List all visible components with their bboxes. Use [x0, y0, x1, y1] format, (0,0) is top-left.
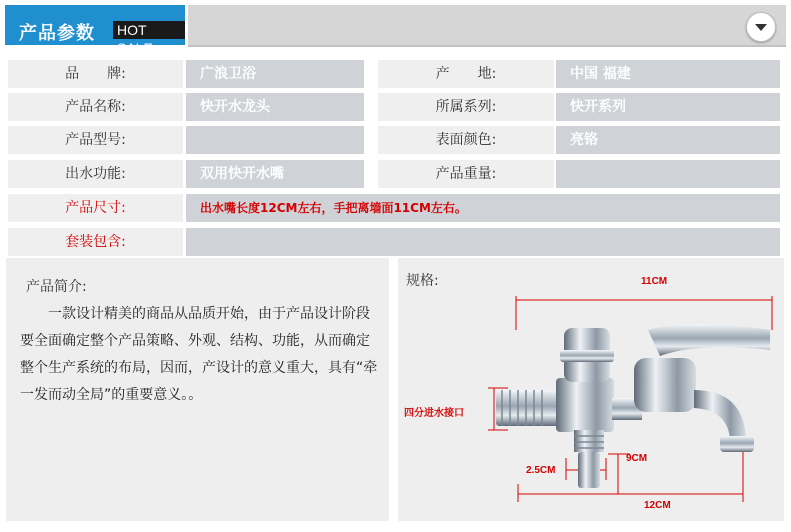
chevron-down-icon[interactable] — [746, 12, 776, 42]
param-value-function: 双用快开水嘴 — [186, 160, 364, 188]
dim-label-handle: 11CM — [641, 276, 668, 287]
param-label-model: 产品型号: — [8, 126, 183, 154]
section-title: 产品参数 — [19, 23, 95, 44]
param-label-brand: 品 牌: — [8, 60, 183, 88]
param-label-name: 产品名称: — [8, 93, 183, 121]
dim-label-inlet: 四分进水接口 — [404, 408, 464, 419]
param-label-origin: 产 地: — [378, 60, 554, 88]
param-value-package — [186, 228, 780, 256]
dim-label-nozzle: 2.5CM — [526, 465, 556, 476]
intro-text: 一款设计精美的商品从品质开始，由于产品设计阶段要全面确定整个产品策略、外观、结构、功能，从而确定整个生产系统的布局，因而，产设计的意义重大，具有“牵一发而动全局”的重要意义。。 — [20, 306, 378, 403]
faucet-illustration — [398, 258, 784, 521]
param-value-name: 快开水龙头 — [186, 93, 364, 121]
param-value-model — [186, 126, 364, 154]
section-header — [0, 0, 791, 56]
hot-sale-badge: HOT SALE — [113, 21, 185, 39]
param-label-size: 产品尺寸: — [8, 194, 183, 222]
param-label-weight: 产品重量: — [378, 160, 554, 188]
param-value-series: 快开系列 — [556, 93, 780, 121]
param-label-color: 表面颜色: — [378, 126, 554, 154]
param-value-weight — [556, 160, 780, 188]
header-title-block — [5, 5, 185, 56]
param-label-package: 套装包含: — [8, 228, 183, 256]
param-value-color: 亮铬 — [556, 126, 780, 154]
dim-label-spout: 12CM — [644, 500, 671, 511]
param-value-size: 出水嘴长度12CM左右，手把离墙面11CM左右。 — [186, 194, 780, 222]
product-intro-panel — [6, 258, 389, 521]
header-bar — [188, 5, 786, 47]
param-value-brand: 广浪卫浴 — [186, 60, 364, 88]
param-label-function: 出水功能: — [8, 160, 183, 188]
param-label-series: 所属系列: — [378, 93, 554, 121]
intro-heading: 产品简介: — [26, 279, 87, 295]
dim-label-height: 9CM — [626, 453, 648, 464]
spec-panel — [398, 258, 784, 521]
param-value-origin: 中国 福建 — [556, 60, 780, 88]
spec-heading: 规格: — [406, 273, 439, 289]
